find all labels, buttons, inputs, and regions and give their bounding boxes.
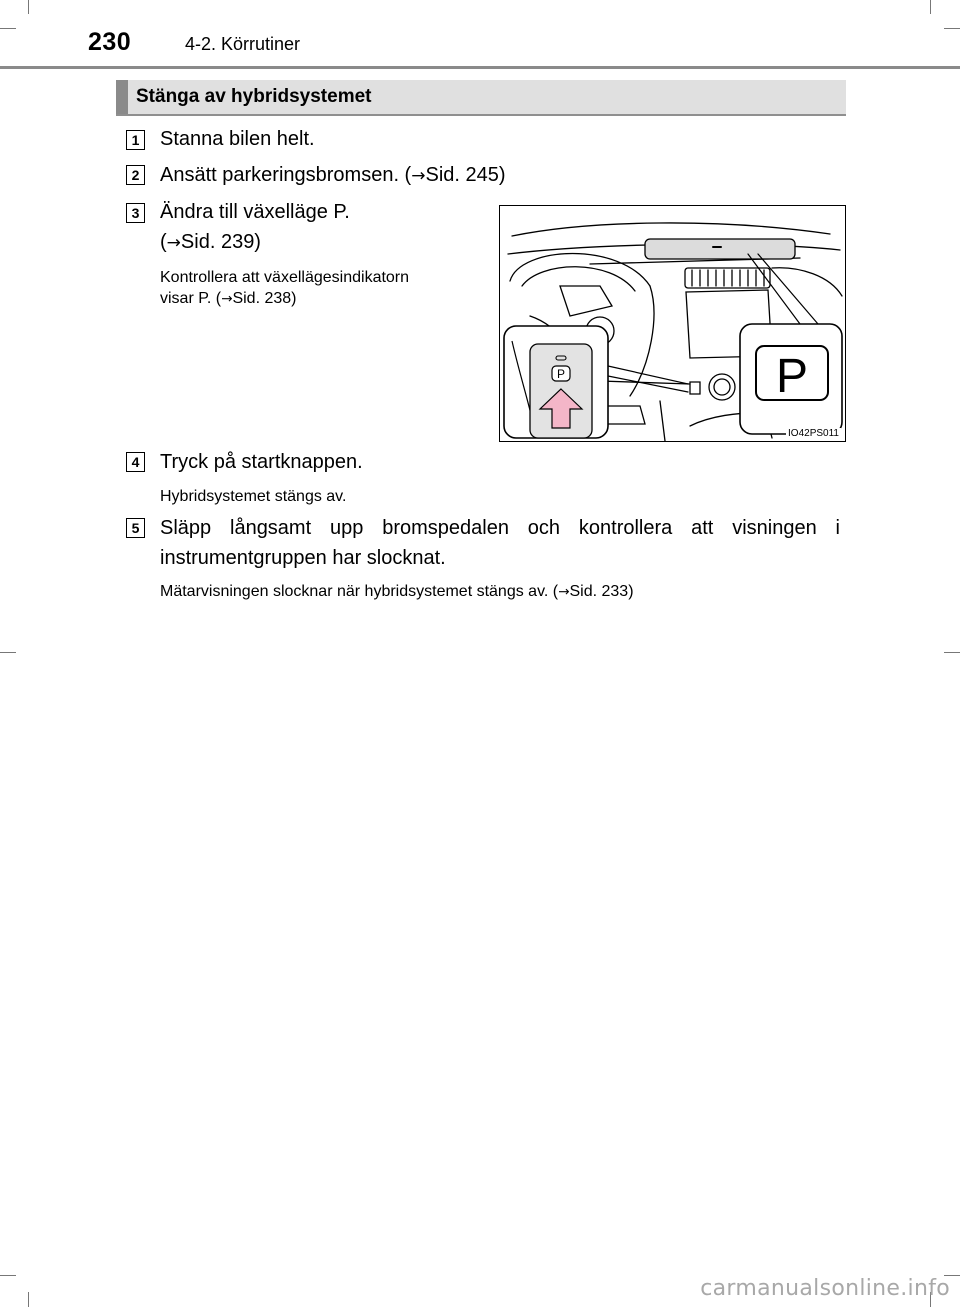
- step-2-ref: Sid. 245): [425, 164, 506, 186]
- crop-mark: [944, 652, 960, 653]
- ref-arrow: →: [166, 233, 181, 253]
- page-number: 230: [88, 28, 132, 56]
- dashboard-illustration: [500, 206, 845, 441]
- step-number-5: 5: [126, 518, 145, 538]
- crop-mark: [28, 0, 29, 14]
- step-number-4: 4: [126, 452, 145, 472]
- section-heading: [116, 80, 846, 116]
- step-5-note: [160, 582, 634, 602]
- note-ref: Sid. 238): [232, 290, 297, 307]
- step-3-ref: Sid. 239): [180, 231, 261, 253]
- dashboard-figure: [499, 205, 846, 442]
- header-rule: [0, 66, 960, 69]
- step-number-1: 1: [126, 130, 145, 150]
- step-3-note-line2: [160, 289, 297, 309]
- shift-p-label: P: [556, 367, 566, 381]
- crop-mark: [930, 0, 931, 14]
- chapter-title: 4-2. Körrutiner: [185, 34, 301, 54]
- paren-open: (: [160, 231, 167, 253]
- step-number-3: 3: [126, 203, 145, 223]
- ref-arrow: →: [411, 166, 426, 186]
- ref-arrow: →: [221, 291, 233, 307]
- step-3-note-line1: Kontrollera att växellägesindikatorn: [160, 269, 410, 286]
- note-ref: Sid. 233): [569, 583, 634, 600]
- watermark: carmanualsonline.info: [700, 1276, 950, 1301]
- figure-code: IO42PS011: [788, 428, 839, 439]
- note-text: visar P. (: [160, 290, 222, 307]
- callout-p-label: P: [775, 350, 809, 403]
- step-4-note: Hybridsystemet stängs av.: [160, 488, 347, 505]
- step-number-2: 2: [126, 165, 145, 185]
- step-2-label: Ansätt parkeringsbromsen. (: [160, 164, 412, 186]
- step-5-text: Släpp långsamt upp bromspedalen och kontrollera att visningen i instrumentgruppen har slocknat.: [160, 517, 840, 569]
- step-3-text-line2: [160, 228, 261, 258]
- crop-mark: [28, 1292, 29, 1307]
- ref-arrow: →: [558, 584, 570, 600]
- section-title: Stänga av hybridsystemet: [136, 86, 372, 107]
- step-3-text-line1: Ändra till växelläge P.: [160, 201, 350, 223]
- crop-mark: [0, 28, 16, 29]
- crop-mark: [0, 1275, 16, 1276]
- step-2-text: [160, 161, 506, 191]
- note-text: Mätarvisningen slocknar när hybridsystemet stängs av. (: [160, 583, 559, 600]
- section-accent: [116, 80, 128, 114]
- crop-mark: [0, 652, 16, 653]
- crop-mark: [944, 28, 960, 29]
- step-4-text: Tryck på startknappen.: [160, 451, 363, 473]
- step-1-text: Stanna bilen helt.: [160, 128, 315, 150]
